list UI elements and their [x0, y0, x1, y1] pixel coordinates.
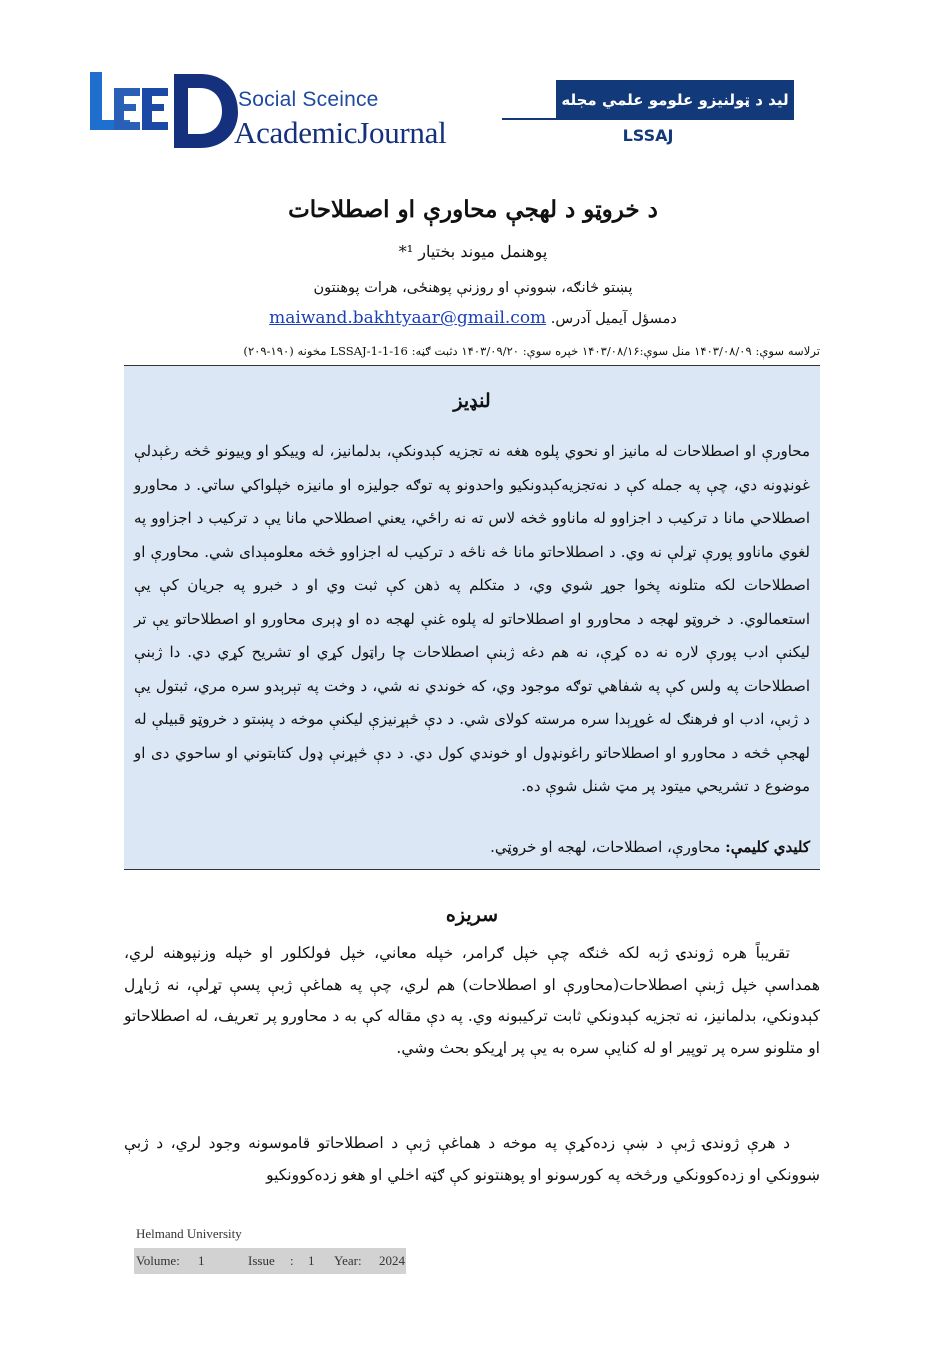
- issue-value: 1: [308, 1253, 315, 1268]
- footer-university: Helmand University: [136, 1226, 242, 1241]
- introduction-paragraph-1: تقريباً هره ژوندۍ ژبه لکه څنګه چې خپل ګرامر، خپله معاني، خپل فولکلور او خپله وزنپوهنه لري، همداسې خپل ژبنې اصطلاحات(محاورې او اصطلاحات) هم لري، چې په هماغې ژبې پسې تړلې، نه ژباړل کېدونکي، بدلمانيز، نه تجزيه کېدونکي ثابت ترکيبونه وي. په دې مقاله کې به د محاورو پر تعريف، له اصطلاحاتو او متلونو سره پر توپير او له کنايې سره به يې پر اړيکو بحث وشي.: [124, 944, 820, 1057]
- year-value: 2024: [379, 1253, 405, 1268]
- contact-label: دمسؤل آيميل آدرس.: [550, 311, 677, 327]
- footer-issue-bar: [134, 1248, 406, 1274]
- issue-label: Issue: [248, 1253, 275, 1268]
- volume-label: Volume:: [136, 1253, 180, 1268]
- author-name: پوهنمل ميوند بختيار ¹*: [398, 242, 548, 261]
- abstract-heading: لنډيز: [453, 390, 491, 412]
- journal-name-banner: [556, 80, 794, 120]
- email-link[interactable]: maiwand.bakhtyaar@gmail.com: [269, 308, 547, 328]
- journal-abbreviation: LSSAJ: [622, 126, 674, 145]
- keywords-list: محاورې، اصطلاحات، لهجه او خروټي.: [490, 838, 721, 856]
- author-affiliation: پښتو څانګه، ښوونې او روزنې پوهنځی، هرات پوهنتون: [313, 280, 633, 296]
- contact-line: [120, 308, 826, 328]
- year-label: Year:: [334, 1253, 362, 1268]
- abstract-body: محاورې او اصطلاحات له مانيز او نحوي پلوه هغه نه تجزيه کېدونکې، بدلمانيز، له وييکو او وييونو څخه رغېدلې غونډونه دي، چې په جمله کې د نه‌تجزيه‌کېدونکيو واحدونو په توګه جوليزه او مانيزه خپلواکي ساتي. د محاورو اصطلاحي مانا د ترکيب د اجزاوو له ماناوو څخه لاس ته نه راځي، يعني اصطلاحي مانا يې د ترکيب د اجزاوو په لغوي ماناوو پورې تړلې نه وي. د اصطلاحاتو مانا څه ناڅه د ترکيب له اجزاوو څخه معلومېدای شي. محاورې او اصطلاحات لکه متلونه پخوا جوړ شوي وي، د متکلم په ذهن کې ثبت وي او د خبرو په جريان کې يې استعمالوي. د خروټو لهجه د محاورو او اصطلاحاتو له پلوه غنې لهجه ده او ډېرى محاورو او اصطلاحاتو يې تر ليکنې ادب پورې لاره نه ده کړې، نه هم دغه ژبنې اصطلاحات چا راټول کړي او تشريح کړي دي. دا ژبنې اصطلاحات په ولس کې په شفاهي توګه موجود وي، که خوندي نه شي، د وخت په تېرېدو سره مري، ثبتول يې د ژبې، ادب او فرهنګ له غوړېدا سره مرسته کولای شي. د دې څېړنيزې ليکنې موخه د پښتو د خروټو قبيلې له لهجې څخه د محاورو او اصطلاحاتو راغونډول او خوندي کول دي. د دې څېړنې ډول کتابتوني او ساحوي دی او موضوع د تشريحي ميتود پر مټ شنل شوې ده.: [134, 442, 810, 795]
- keywords-label: کليدي کليمې:: [725, 838, 810, 856]
- logo-line-2: AcademicJournal: [234, 115, 447, 150]
- paper-title: د خروټو د لهجې محاورې او اصطلاحات: [288, 196, 658, 223]
- keywords-line: [134, 838, 810, 856]
- banner-rule: [502, 118, 556, 120]
- journal-name: ليد د ټولنيزو علومو علمي مجله: [561, 91, 789, 109]
- volume-value: 1: [198, 1253, 205, 1268]
- journal-logo: [88, 70, 238, 150]
- logo-line-1: Social Sceince: [238, 88, 379, 111]
- introduction-paragraph-2: د هرې ژوندۍ ژبې د ښې زده‌کړې په موخه د هماغې ژبې د اصطلاحاتو قاموسونه وجود لري، د ژبې ښوونکي او زده‌کوونکي ورڅخه په کورسونو او پوهنتونو کې ګټه اخلي او هغو زده‌کوونکيو: [124, 1134, 820, 1184]
- introduction-heading: سريزه: [445, 904, 499, 926]
- article-dates: ترلاسه سوې: ۱۴۰۳/۰۸/۰۹ منل سوې:۱۴۰۳/۰۸/۱۶ خپره سوې: ۱۴۰۳/۰۹/۲۰ دثبت ګڼه: LSSAJ-1-1-16 مخونه (۱۹۰-۲۰۹): [243, 344, 820, 358]
- logo-letter-d: [174, 74, 238, 148]
- issue-separator: :: [290, 1253, 294, 1268]
